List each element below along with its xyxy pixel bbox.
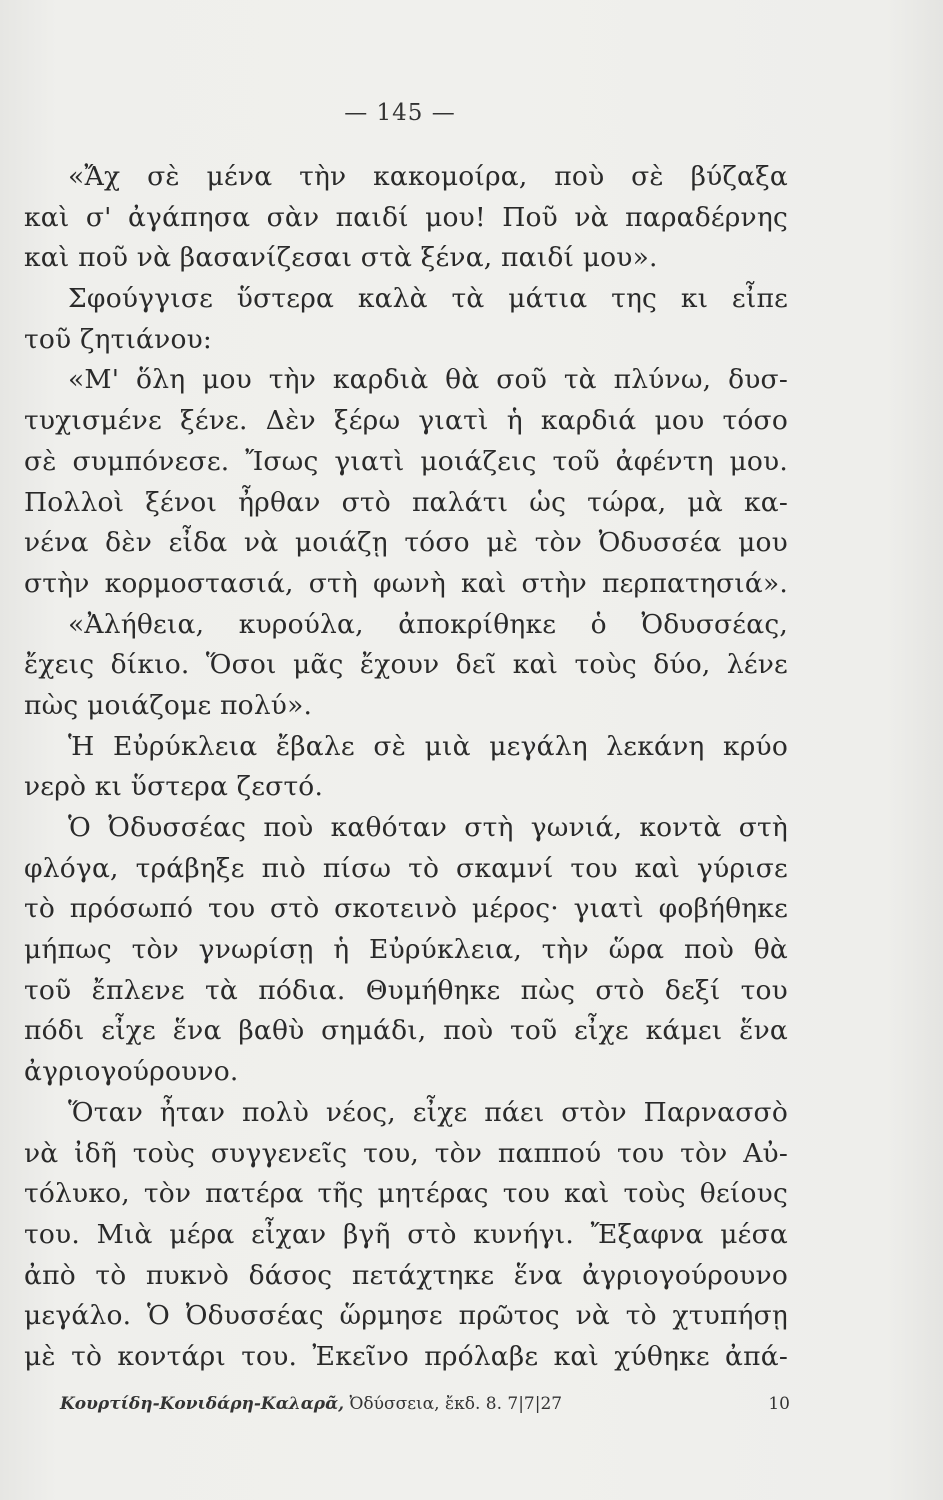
text-line: πὼς μοιάζομε πολύ». [24,689,313,721]
text-line: μεγάλο. Ὁ Ὀδυσσέας ὥρμησε πρῶτος νὰ τὸ χτυπήσῃ [24,1300,788,1332]
text-line: νὰ ἰδῆ τοὺς συγγενεῖς του, τὸν παππού του τὸν Αὐ- [24,1137,788,1169]
footer-info: Ὀδύσσεια, ἔκδ. 8. 7|7|27 [349,1394,563,1414]
text-line: του. Μιὰ μέρα εἶχαν βγῆ στὸ κυνήγι. Ἔξαφνα μέσα [24,1218,788,1250]
text-line: Ὁ Ὀδυσσέας ποὺ καθόταν στὴ γωνιά, κοντὰ στὴ [68,812,788,843]
text-line: Ὅταν ἦταν πολὺ νέος, εἶχε πάει στὸν Παρνασσὸ [68,1096,788,1128]
text-line: ἔχεις δίκιο. Ὅσοι μᾶς ἔχουν δεῖ καὶ τοὺς δύο, λένε [24,649,788,681]
text-line: ἀγριογούρουνο. [24,1056,239,1088]
text-line: καὶ ποῦ νὰ βασανίζεσαι στὰ ξένα, παιδί μου». [24,242,658,274]
text-line: Σφούγγισε ὕστερα καλὰ τὰ μάτια της κι εἶπε [68,283,788,315]
text-line: μήπως τὸν γνωρίσῃ ἡ Εὐρύκλεια, τὴν ὥρα ποὺ θὰ [24,934,788,966]
text-line: στὴν κορμοστασιά, στὴ φωνὴ καὶ στὴν περπατησιά». [24,567,788,599]
page-number: — 145 — [344,100,456,126]
text-line: Ἡ Εὐρύκλεια ἔβαλε σὲ μιὰ μεγάλη λεκάνη κρύο [68,730,788,762]
text-line: νένα δὲν εἶδα νὰ μοιάζῃ τόσο μὲ τὸν Ὀδυσσέα μου [24,527,788,559]
text-line: νερὸ κι ὕστερα ζεστό. [24,771,324,803]
body-text [24,157,788,1378]
text-line: «Ἀλήθεια, κυρούλα, ἀποκρίθηκε ὁ Ὀδυσσέας, [68,608,788,640]
text-line: φλόγα, τράβηξε πιὸ πίσω τὸ σκαμνί του καὶ γύρισε [24,852,788,884]
footer-signature: 10 [768,1394,790,1414]
text-line: «Ἄχ σὲ μένα τὴν κακομοίρα, ποὺ σὲ βύζαξα [68,161,788,192]
text-line: τόλυκο, τὸν πατέρα τῆς μητέρας του καὶ τοὺς θείους [24,1178,788,1210]
text-line: τυχισμένε ξένε. Δὲν ξέρω γιατὶ ἡ καρδιά μου τόσο [24,405,788,437]
text-line: τοῦ ζητιάνου: [24,323,213,355]
text-line: τοῦ ἔπλενε τὰ πόδια. Θυμήθηκε πὼς στὸ δεξί του [24,974,788,1006]
page-footer [60,1393,790,1415]
text-line: ἀπὸ τὸ πυκνὸ δάσος πετάχτηκε ἕνα ἀγριογούρουνο [24,1259,788,1291]
text-line: καὶ σ' ἀγάπησα σὰν παιδί μου! Ποῦ νὰ παραδέρνης [24,201,788,233]
text-line: μὲ τὸ κοντάρι του. Ἐκεῖνο πρόλαβε καὶ χύθηκε ἀπά- [24,1340,788,1372]
footer-credit: Κουρτίδη-Κονιδάρη-Καλαρᾶ, [60,1394,345,1414]
text-line: πόδι εἶχε ἕνα βαθὺ σημάδι, ποὺ τοῦ εἶχε κάμει ἕνα [24,1015,788,1047]
text-line: σὲ συμπόνεσε. Ἴσως γιατὶ μοιάζεις τοῦ ἀφέντη μου. [24,445,788,477]
text-line: Πολλοὶ ξένοι ἦρθαν στὸ παλάτι ὡς τώρα, μὰ κα- [24,486,788,518]
text-line: «Μ' ὅλη μου τὴν καρδιὰ θὰ σοῦ τὰ πλύνω, δυσ- [68,364,788,396]
text-line: τὸ πρόσωπό του στὸ σκοτεινὸ μέρος· γιατὶ φοβήθηκε [24,893,788,925]
